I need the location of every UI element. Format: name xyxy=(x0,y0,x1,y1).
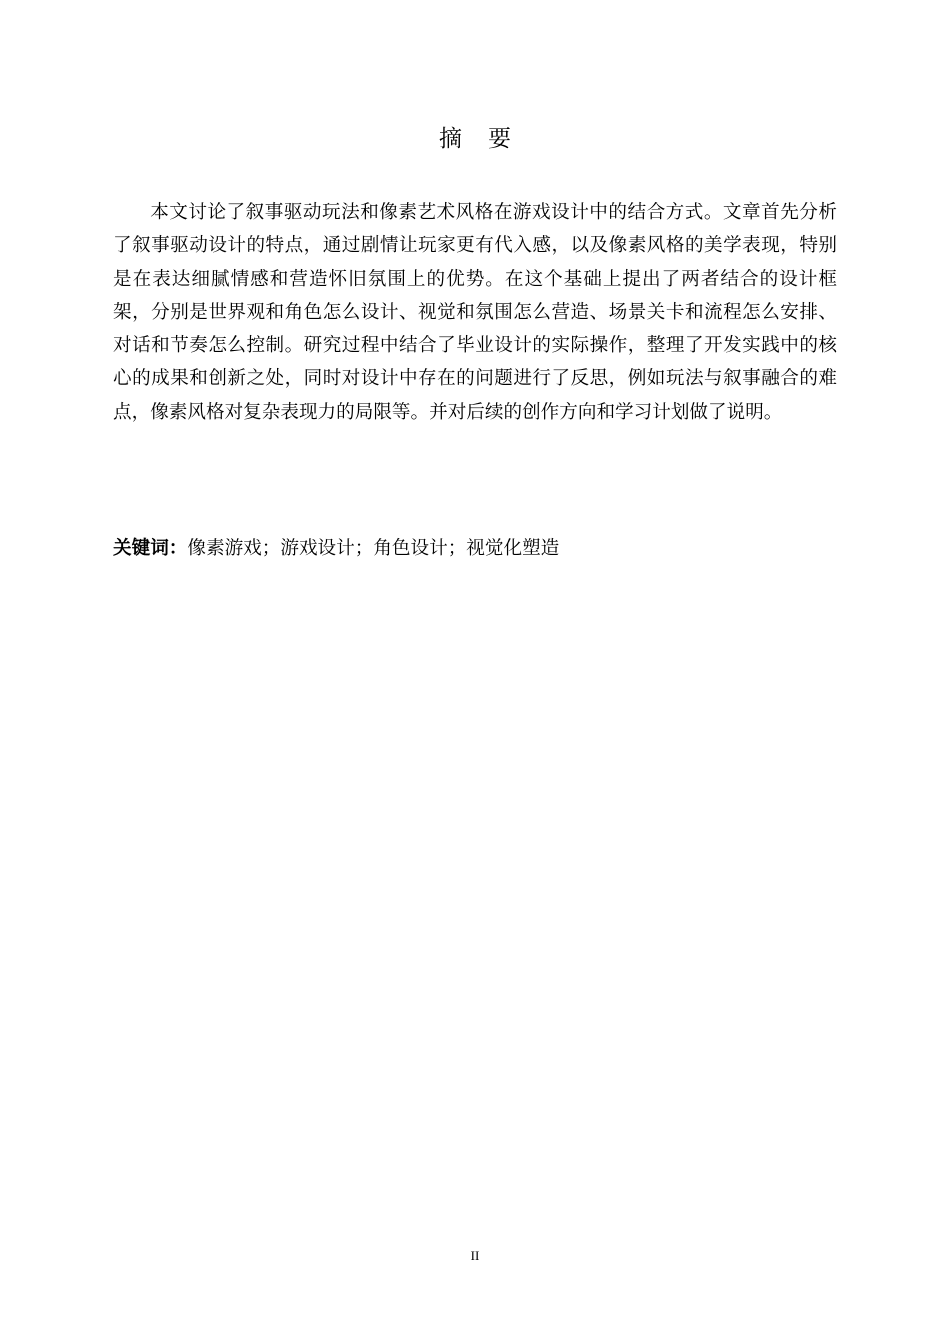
page-number: II xyxy=(470,1248,480,1263)
title-char-1: 摘 xyxy=(439,126,462,152)
abstract-paragraph: 本文讨论了叙事驱动玩法和像素艺术风格在游戏设计中的结合方式。文章首先分析了叙事驱动设计的特点，通过剧情让玩家更有代入感，以及像素风格的美学表现，特别是在表达细腻情感和营造怀旧氛围上的优势。在这个基础上提出了两者结合的设计框架，分别是世界观和角色怎么设计、视觉和氛围怎么营造、场景关卡和流程怎么安排、对话和节奏怎么控制。研究过程中结合了毕业设计的实际操作，整理了开发实践中的核心的成果和创新之处，同时对设计中存在的问题进行了反思，例如玩法与叙事融合的难点，像素风格对复杂表现力的局限等。并对后续的创作方向和学习计划做了说明。 xyxy=(113,202,837,423)
keywords-text: 像素游戏；游戏设计；角色设计；视觉化塑造 xyxy=(187,538,560,559)
title-char-2: 要 xyxy=(488,126,511,152)
keywords-label: 关键词： xyxy=(113,538,188,559)
page-title xyxy=(0,122,950,156)
keywords-line xyxy=(113,534,837,564)
